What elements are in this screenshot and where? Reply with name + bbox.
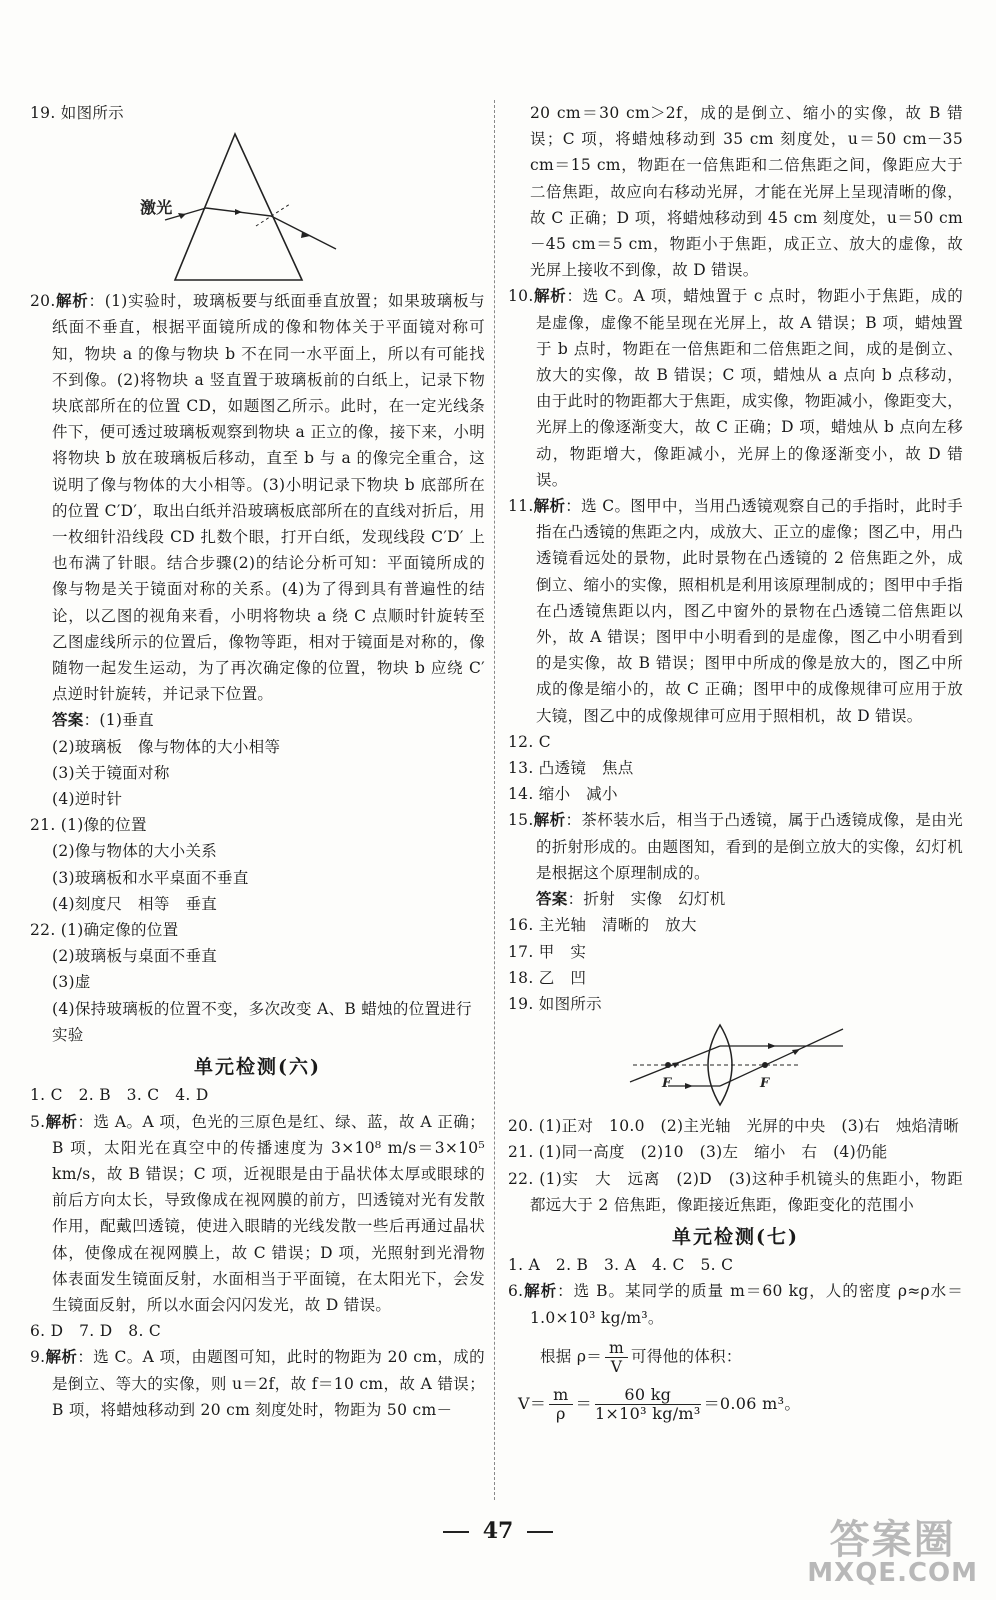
fraction-m-over-rho: $\frac{m}{\rho}$	[549, 1386, 572, 1423]
focus-point-right	[762, 1062, 768, 1068]
s7-choices: 1. A 2. B 3. A 4. C 5. C	[508, 1256, 734, 1275]
q12: 12. C	[508, 732, 551, 751]
q21-line: (3)玻璃板和水平桌面不垂直	[52, 868, 249, 887]
laser-label: 激光	[140, 198, 173, 218]
q15-analysis: 15.解析：茶杯装水后，相当于凸透镜，属于凸透镜成像，是由光的折射形成的。由题图知，看到的是倒立放大的实像，幻灯机是根据这个原理制成的。	[508, 810, 963, 882]
density-formula: 根据 ρ＝ $\frac{m}{V}$ 可得他的体积：	[540, 1338, 742, 1376]
q10-analysis: 10.解析：选 C。A 项，蜡烛置于 c 点时，物距小于焦距，成的是虚像，虚像不能呈现在光屏上，故 A 错误；B 项，蜡烛置于 b 点时，物距在一倍焦距和二倍焦距之间，成的是倒立、放大的实像，故 B 错误；C 项，蜡烛从 a 点向 b 点移动，由于此时的物距都大于焦距，成实像，物距减小，像距变大，光屏上的像逐渐变大，故 C 正确；D 项，蜡烛从 b 点向左移动，物距增大，像距减小，光屏上的像逐渐变小，故 D 错误。	[508, 286, 964, 489]
q21-first: 21. (1)像的位置	[30, 816, 147, 835]
analysis-label: 解析	[533, 496, 566, 516]
q21-right: 21. (1)同一高度 (2)10 (3)左 缩小 右 (4)仍能	[508, 1143, 888, 1162]
q17: 17. 甲 实	[508, 942, 587, 961]
arrow-head	[235, 209, 242, 215]
q22-line: (3)虚	[52, 973, 91, 992]
q16: 16. 主光轴 清晰的 放大	[508, 916, 697, 935]
q20-right: 20. (1)正对 10.0 (2)主光轴 光屏的中央 (3)右 烛焰清晰	[508, 1117, 960, 1136]
column-divider	[494, 100, 495, 1500]
ray-refracted-focus	[720, 1029, 843, 1086]
arrow-head	[685, 1083, 693, 1089]
answer-label: 答案	[52, 710, 84, 730]
prism-figure	[30, 128, 360, 286]
q15-answer: 答案：折射 实像 幻灯机	[536, 889, 726, 909]
q19-title: 19. 如图所示	[30, 104, 124, 122]
q20-answer-line: (3)关于镜面对称	[52, 763, 170, 782]
s6-choices: 6. D 7. D 8. C	[30, 1322, 162, 1341]
q22-first: 22. (1)确定像的位置	[30, 921, 179, 940]
s7-q6-analysis: 6.解析：选 B。某同学的质量 m＝60 kg，人的密度 ρ≈ρ水＝1.0×10³ kg/m³。	[508, 1281, 963, 1327]
q14: 14. 缩小 减小	[508, 785, 618, 804]
focus-label-right: F	[760, 1076, 770, 1092]
s6-q5-analysis: 5.解析：选 A。A 项，色光的三原色是红、绿、蓝，故 A 正确；B 项，太阳光在真空中的传播速度为 3×10⁸ m/s＝3×10⁵ km/s，故 B 错误；C 项，近视眼是由于晶状体太厚或眼球的前后方向太长，导致像成在视网膜的前方，凹透镜对光有发散作用，配戴凹透镜，使进入眼睛的光线发散一些后再通过晶状体，使像成在视网膜上，故 C 错误；D 项，光照射到光滑物体表面发生镜面反射，水面相当于平面镜，在太阳光下，会发生镜面反射，所以水面会闪闪发光，故 D 错误。	[30, 1111, 485, 1314]
section-title-7: 单元检测(七)	[672, 1225, 799, 1248]
answer-label: 答案	[536, 889, 568, 909]
q22-line: (4)保持玻璃板的位置不变，多次改变 A、B 蜡烛的位置进行实验	[52, 999, 472, 1044]
q20-answer-line: (4)逆时针	[52, 790, 123, 809]
arrow-head	[792, 1049, 800, 1055]
q13: 13. 凸透镜 焦点	[508, 759, 634, 778]
analysis-label: 解析	[55, 291, 89, 311]
analysis-label: 解析	[533, 286, 567, 306]
focus-label-left: F	[662, 1076, 672, 1092]
q18: 18. 乙 凹	[508, 968, 587, 987]
q11-analysis: 11.解析：选 C。图甲中，当用凸透镜观察自己的手指时，此时手指在凸透镜的焦距之内，成放大、正立的虚像；图乙中，用凸透镜看远处的景物，此时景物在凸透镜的 2 倍焦距之外，成倒立、缩小的实像，照相机是利用该原理制成的；图甲中手指在凸透镜焦距以内，图乙中窗外的景物在凸透镜二倍焦距以外，故 A 错误；图甲中小明看到的是虚像，图乙中小明看到的是实像，故 B 错误；图甲中所成的像是放大的，图乙中所成的像是缩小的，故 C 正确；图甲中的成像规律可应用于放大镜，图乙中的成像规律可应用于照相机，故 D 错误。	[508, 496, 963, 725]
q22-line: (2)玻璃板与桌面不垂直	[52, 947, 218, 966]
analysis-label: 解析	[45, 1347, 78, 1367]
fraction-values: $\frac{60 kg}{\text{1×10³ kg/m³}}$	[594, 1384, 701, 1423]
analysis-label: 解析	[523, 1281, 558, 1301]
arrow-head	[768, 1043, 776, 1049]
q20-analysis: 20.解析：(1)实验时，玻璃板要与纸面垂直放置；如果玻璃板与纸面不垂直，根据平面镜所成的像和物体关于平面镜对称可知，物块 a 的像与物块 b 不在同一水平面上，所以有可能找不到像。(2)将物块 a 竖直置于玻璃板前的白纸上，记录下物块底部所在的位置 CD，如题图乙所示。此时，在一定光线条件下，便可透过玻璃板观察到物块 a 正立的像，接下来，小明将物块 b 放在玻璃板后移动，直至 b 与 a 的像完全重合，这说明了像与物体的大小相等。(3)小明记录下物块 b 底部所在的位置 C′D′，取出白纸并沿玻璃板底部所在的直线对折后，用一枚细针沿线段 CD 扎数个眼，打开白纸，发现线段 C′D′ 上也布满了针眼。结合步骤(2)的结论分析可知：平面镜所成的像与物是关于镜面对称的关系。(4)为了得到具有普遍性的结论，以乙图的视角来看，小明将物块 a 绕 C 点顺时针旋转至乙图虚线所示的位置后，像物等距，相对于镜面是对称的，像随物一起发生运动，为了再次确定像的位置，物块 b 应绕 C′ 点逆时针旋转，并记录下位置。	[30, 291, 485, 704]
s6-q9-analysis: 9.解析：选 C。A 项，由题图可知，此时的物距为 20 cm，成的是倒立、等大的实像，则 u＝2f，故 f＝10 cm，故 A 错误；B 项，将蜡烛移动到 20 cm 刻度处时，物距为 50 cm－	[30, 1347, 485, 1419]
fraction-m-over-v: $\frac{m}{V}$	[605, 1339, 628, 1376]
page-dash-right	[527, 1531, 553, 1533]
q21-line: (2)像与物体的大小关系	[52, 842, 218, 861]
q19-title-right: 19. 如图所示	[508, 994, 602, 1013]
volume-formula: V＝ $\frac{m}{\rho}$ ＝ $\frac{60 kg}{\text{1×10³ kg/m³}}$ ＝0.06 m³。	[518, 1384, 801, 1423]
q20-answer: 答案：(1)垂直	[52, 710, 154, 730]
q9-continued: 20 cm＝30 cm＞2f，成的是倒立、缩小的实像，故 B 错误；C 项，将蜡烛移动到 35 cm 刻度处，u＝50 cm－35 cm＝15 cm，物距在一倍焦距和二倍焦距之间，像距应大于二倍焦距，故应向右移动光屏，才能在光屏上呈现清晰的像，故 C 正确；D 项，将蜡烛移动到 45 cm 刻度处，u＝50 cm－45 cm＝5 cm，物距小于焦距，成正立、放大的虚像，故光屏上接收不到像，故 D 错误。	[530, 104, 963, 280]
q22-right: 22. (1)实 大 远离 (2)D (3)这种手机镜头的焦距小，物距都远大于 2 倍焦距，像距接近焦距，像距变化的范围小	[508, 1169, 963, 1214]
q20-answer-line: (2)玻璃板 像与物体的大小相等	[52, 737, 281, 756]
q21-line: (4)刻度尺 相等 垂直	[52, 894, 218, 913]
page-number: 47	[0, 1518, 996, 1544]
analysis-label: 解析	[45, 1111, 78, 1131]
page-dash-left	[443, 1531, 469, 1533]
analysis-label: 解析	[533, 810, 566, 830]
right-column	[508, 100, 963, 1423]
lens-figure	[508, 1019, 963, 1111]
prism-triangle	[175, 134, 302, 280]
focus-point-left	[665, 1062, 671, 1068]
left-column	[30, 100, 485, 1423]
watermark-logo: 答案圈 MXQE.COM	[807, 1517, 978, 1588]
s6-choices: 1. C 2. B 3. C 4. D	[30, 1086, 209, 1105]
section-title-6: 单元检测(六)	[194, 1056, 321, 1079]
